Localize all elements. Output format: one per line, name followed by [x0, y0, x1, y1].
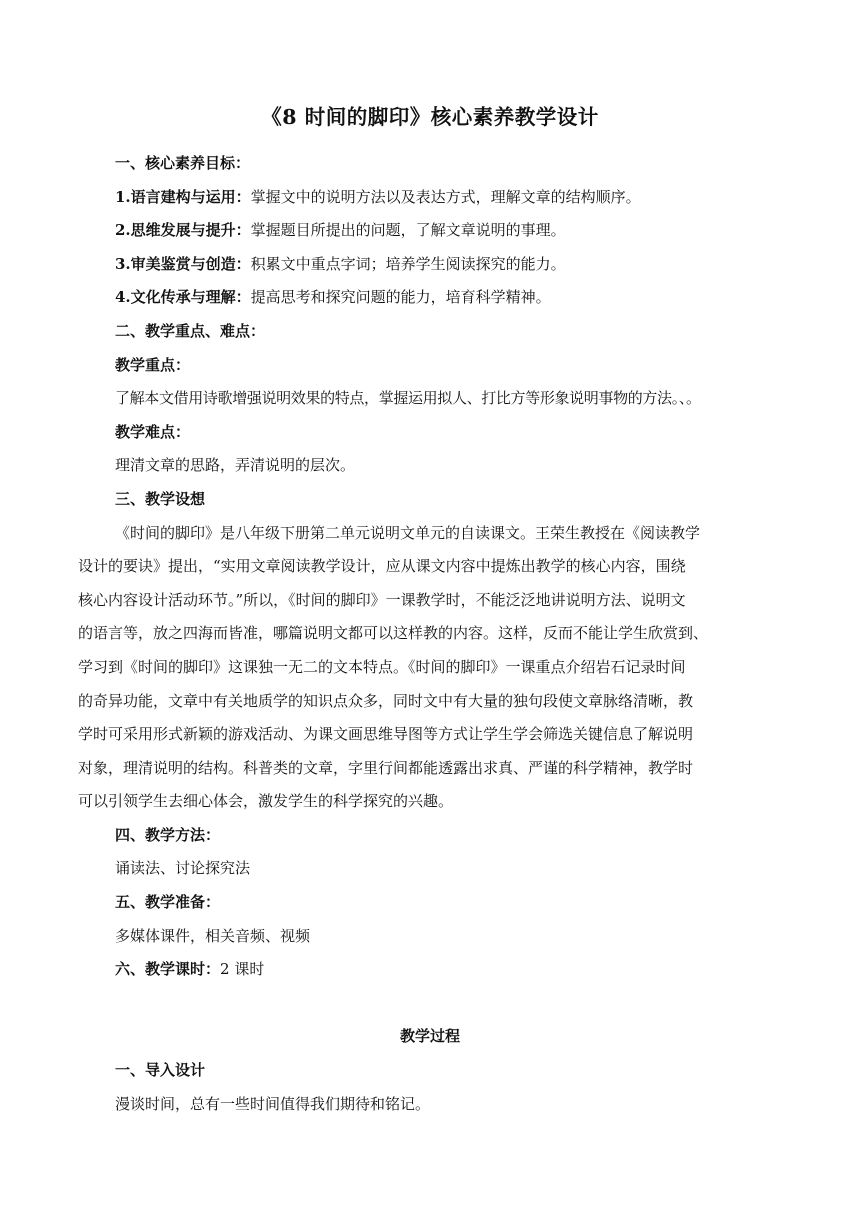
intro-text: 漫谈时间，总有一些时间值得我们期待和铭记。 — [115, 1094, 431, 1113]
goal-item — [115, 181, 785, 215]
document-body — [78, 147, 785, 1121]
hours-line — [115, 953, 785, 987]
section-spacer — [115, 987, 785, 1021]
key-difficulty-heading: 二、教学重点、难点： — [115, 321, 266, 340]
goal-label: 3.审美鉴赏与创造： — [115, 254, 251, 273]
idea-line: 核心内容设计活动环节。”所以，《时间的脚印》一课教学时，不能泛泛地讲说明方法、说明文 — [78, 590, 686, 609]
idea-line: 学习到《时间的脚印》这课独一无二的文本特点。《时间的脚印》一课重点介绍岩石记录时间 — [78, 657, 686, 676]
goal-label: 2.思维发展与提升： — [115, 221, 251, 240]
idea-line: 对象，理清说明的结构。科普类的文章，字里行间都能透露出求真、严谨的科学精神，教学时 — [78, 758, 694, 777]
goal-label: 4.文化传承与理解： — [115, 288, 251, 307]
idea-line: 的语言等，放之四海而皆准，哪篇说明文都可以这样教的内容。这样，反而不能让学生欣赏到、 — [78, 624, 709, 643]
intro-heading: 一、导入设计 — [115, 1061, 206, 1080]
goal-label: 1.语言建构与运用： — [115, 187, 251, 206]
goal-item — [115, 248, 785, 282]
idea-line: 可以引领学生去细心体会，激发学生的科学探究的兴趣。 — [78, 792, 454, 811]
hours-text: 2 课时 — [220, 960, 265, 979]
idea-line: 设计的要诀》提出，“实用文章阅读教学设计，应从课文内容中提炼出教学的核心内容，围绕 — [78, 557, 686, 576]
idea-paragraph — [78, 517, 788, 819]
key-point-text: 了解本文借用诗歌增强说明效果的特点，掌握运用拟人、打比方等形象说明事物的方法。、。 — [115, 389, 701, 408]
goals-heading: 一、核心素养目标： — [115, 154, 251, 172]
goal-text: 掌握题目所提出的问题，了解文章说明的事理。 — [250, 221, 566, 240]
goal-text: 提高思考和探究问题的能力，培育科学精神。 — [250, 288, 551, 307]
goal-item — [115, 214, 785, 248]
process-heading: 教学过程 — [399, 1027, 460, 1046]
hours-label: 六、教学课时： — [115, 960, 221, 979]
key-point-label: 教学重点： — [115, 355, 191, 374]
idea-line: 的奇异功能，文章中有关地质学的知识点众多，同时文中有大量的独句段使文章脉络清晰，教 — [78, 691, 694, 710]
difficulty-label: 教学难点： — [115, 422, 191, 441]
prep-text: 多媒体课件，相关音频、视频 — [115, 926, 311, 945]
goal-text: 掌握文中的说明方法以及表达方式，理解文章的结构顺序。 — [250, 187, 641, 206]
goal-item — [115, 281, 785, 315]
idea-heading: 三、教学设想 — [115, 489, 206, 508]
method-text: 诵读法、讨论探究法 — [115, 859, 251, 878]
idea-line: 学时可采用形式新颖的游戏活动、为课文画思维导图等方式让学生学会筛选关键信息了解说明 — [78, 725, 694, 744]
prep-heading: 五、教学准备： — [115, 893, 221, 912]
document-title: 《8 时间的脚印》核心素养教学设计 — [261, 105, 599, 129]
method-heading: 四、教学方法： — [115, 825, 221, 844]
difficulty-text: 理清文章的思路，弄清说明的层次。 — [115, 456, 356, 475]
idea-line: 《时间的脚印》是八年级下册第二单元说明文单元的自读课文。王荣生教授在《阅读教学 — [115, 523, 701, 542]
goal-text: 积累文中重点字词；培养学生阅读探究的能力。 — [250, 254, 566, 273]
